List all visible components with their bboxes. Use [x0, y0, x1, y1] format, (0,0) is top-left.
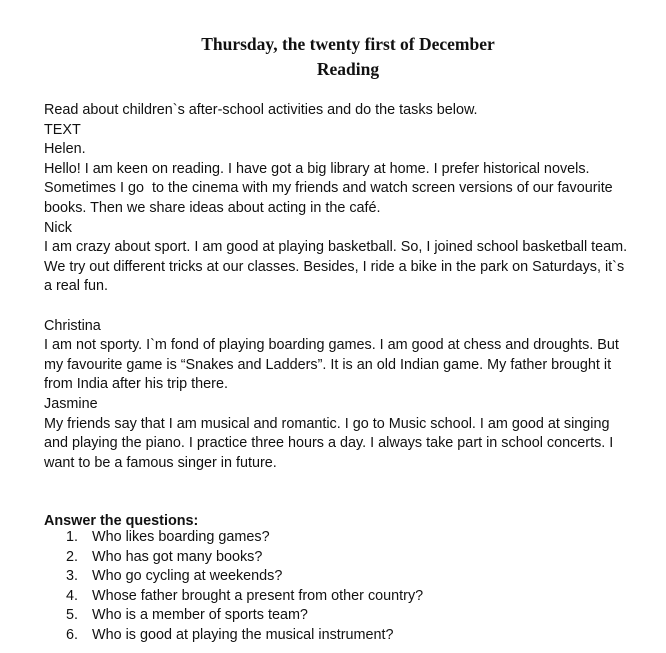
question-number: 4. — [66, 587, 79, 604]
passage-name-nick: Nick — [44, 219, 72, 236]
passage-line: My friends say that I am musical and romantic. I go to Music school. I am good at singing — [44, 415, 610, 432]
passage-line: want to be a famous singer in future. — [44, 454, 277, 471]
question-item — [66, 626, 423, 646]
passage-name-christina: Christina — [44, 317, 101, 334]
question-number: 3. — [66, 568, 79, 585]
passage-line: a real fun. — [44, 278, 108, 295]
passage-line: Sometimes I go to the cinema with my friends and watch screen versions of our favourite — [44, 180, 613, 197]
subject-title: Reading — [316, 59, 380, 79]
question-item — [66, 587, 423, 607]
passage-line: I am crazy about sport. I am good at playing basketball. So, I joined school basketball team. — [44, 239, 628, 256]
passage-line: We try out different tricks at our classes. Besides, I ride a bike in the park on Saturdays, it`s — [44, 258, 625, 275]
instruction-line: Read about children`s after-school activities and do the tasks below. — [44, 102, 478, 118]
question-text: Whose father brought a present from other country? — [92, 587, 424, 604]
question-number: 1. — [66, 529, 79, 545]
questions-heading: Answer the questions: — [44, 513, 199, 529]
passage-line: I am not sporty. I`m fond of playing boarding games. I am good at chess and droughts. But — [44, 337, 619, 354]
passage-line: books. Then we share ideas about acting in the café. — [44, 199, 381, 216]
question-text: Who is good at playing the musical instrument? — [92, 626, 394, 643]
question-text: Who has got many books? — [92, 548, 263, 565]
passage-line: and playing the piano. I practice three hours a day. I always take part in school concerts. I — [44, 435, 614, 452]
question-text: Who go cycling at weekends? — [92, 568, 283, 585]
question-item — [66, 606, 423, 626]
question-number: 2. — [66, 548, 79, 565]
passage-line: from India after his trip there. — [44, 376, 228, 393]
question-text: Who likes boarding games? — [92, 529, 270, 545]
question-text: Who is a member of sports team? — [92, 607, 308, 624]
questions-list — [66, 528, 423, 646]
blank-line — [44, 297, 659, 317]
passage-name-helen: Helen. — [44, 141, 86, 158]
passage-line: my favourite game is “Snakes and Ladders”. It is an old Indian game. My father brought it — [44, 356, 612, 373]
passage-name-jasmine: Jasmine — [44, 395, 98, 412]
question-number: 5. — [66, 607, 79, 624]
passage-line: Hello! I am keen on reading. I have got a big library at home. I prefer historical novels. — [44, 160, 590, 177]
date-title: Thursday, the twenty first of December — [201, 34, 495, 54]
question-item — [66, 567, 423, 587]
question-item — [66, 528, 423, 548]
text-label: TEXT — [44, 121, 81, 138]
question-number: 6. — [66, 626, 79, 643]
text-body — [44, 101, 659, 473]
question-item — [66, 548, 423, 568]
